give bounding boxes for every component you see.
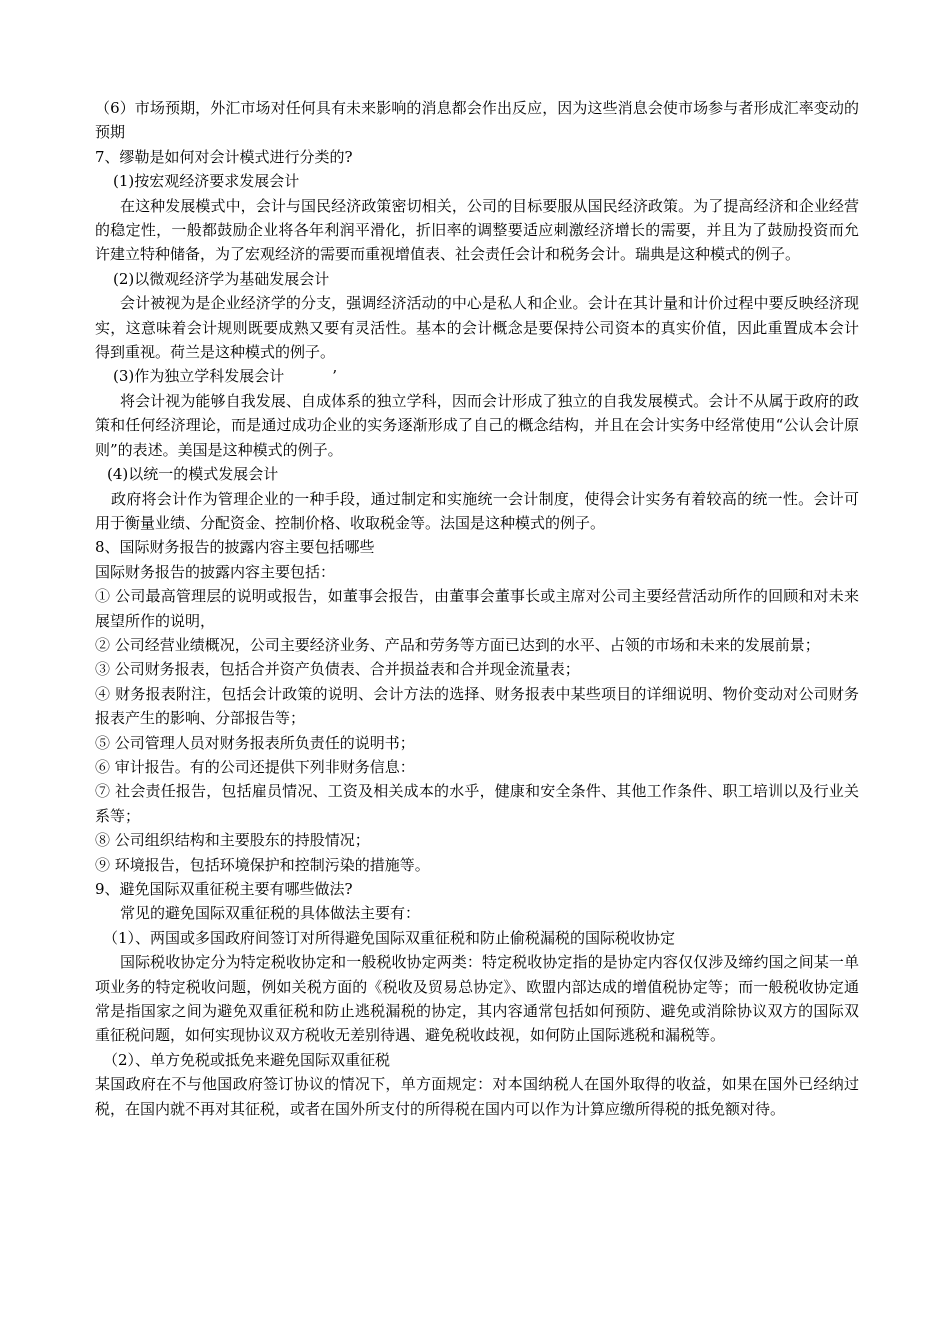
document-page — [95, 96, 859, 1121]
paragraph-market-expectation: （6）市场预期，外汇市场对任何具有未来影响的消息都会作出反应，因为这些消息会使市场参与者形成汇率变动的预期 — [95, 99, 859, 142]
subheading-independent-discipline-text: (3)作为独立学科发展会计 — [113, 367, 285, 386]
list-item: ② 公司经营业绩概况，公司主要经济业务、产品和劳务等方面已达到的水平、占领的市场和未来的发展前景； — [95, 635, 820, 654]
list-item: ⑧ 公司组织结构和主要股东的持股情况； — [95, 831, 370, 850]
list-item: ③ 公司财务报表，包括合并资产负债表、合并损益表和合并现金流量表； — [95, 660, 580, 679]
double-tax-intro: 常见的避免国际双重征税的具体做法主要有： — [120, 904, 421, 923]
list-item: ④ 财务报表附注，包括会计政策的说明、会计方法的选择、财务报表中某些项目的详细说明、物价变动对公司财务报表产生的影响、分部报告等； — [95, 684, 859, 728]
paragraph-tax-treaty: 国际税收协定分为特定税收协定和一般税收协定两类：特定税收协定指的是协定内容仅仅涉及缔约国之间某一单项业务的特定税收问题，例如关税方面的《税收及贸易总协定》、欧盟内部达成的增值税协定等；而一般税收协定通常是指国家之间为避免双重征税和防止逃税漏税的协定，其内容通常包括如何预防、避免或消除协议双方的国际双重征税问题，如何实现协议双方税收无差别待遇、避免税收歧视，如何防止国际逃税和漏税等。 — [95, 953, 859, 1045]
subheading-macro-accounting: (1)按宏观经济要求发展会计 — [113, 172, 300, 191]
question-7-heading: 7、缪勒是如何对会计模式进行分类的? — [95, 147, 353, 166]
question-9-heading: 9、避免国际双重征税主要有哪些做法? — [95, 880, 353, 898]
paragraph-independent-discipline: 将会计视为能够自我发展、自成体系的独立学科，因而会计形成了独立的自我发展模式。会计不从属于政府的政策和任何经济理论，而是通过成功企业的实务逐渐形成了自己的概念结构，并且在会计实务中经常使用“公认会计原则”的表述。美国是这种模式的例子。 — [95, 391, 859, 459]
stray-mark: ’ — [332, 367, 338, 386]
paragraph-micro-accounting: 会计被视为是企业经济学的分支，强调经济活动的中心是私人和企业。会计在其计量和计价过程中要反映经济现实，这意味着会计规则既要成熟又要有灵活性。基本的会计概念是要保持公司资本的真实价值，因此重置成本会计得到重视。荷兰是这种模式的例子。 — [95, 294, 859, 362]
subheading-independent-discipline — [95, 364, 859, 388]
subheading-unilateral-exemption: （2）、单方免税或抵免来避免国际双重征税 — [103, 1050, 391, 1069]
list-item: ⑥ 审计报告。有的公司还提供下列非财务信息： — [95, 757, 415, 776]
subheading-uniform-model: (4)以统一的模式发展会计 — [107, 465, 279, 484]
list-item: ① 公司最高管理层的说明或报告，如董事会报告，由董事会董事长或主席对公司主要经营活动所作的回顾和对未来展望所作的说明， — [95, 587, 859, 630]
subheading-micro-accounting: (2)以微观经济学为基础发展会计 — [113, 269, 330, 288]
list-item: ⑨ 环境报告，包括环境保护和控制污染的措施等。 — [95, 855, 430, 874]
disclosure-intro: 国际财务报告的披露内容主要包括： — [95, 562, 336, 581]
list-item: ⑤ 公司管理人员对财务报表所负责任的说明书； — [95, 733, 415, 752]
paragraph-uniform-model: 政府将会计作为管理企业的一种手段，通过制定和实施统一会计制度，使得会计实务有着较高的统一性。会计可用于衡量业绩、分配资金、控制价格、收取税金等。法国是这种模式的例子。 — [95, 489, 859, 532]
paragraph-macro-accounting: 在这种发展模式中，会计与国民经济政策密切相关，公司的目标要服从国民经济政策。为了提高经济和企业经营的稳定性，一般都鼓励企业将各年利润平滑化，折旧率的调整要适应刺激经济增长的需要，并且为了鼓励投资而允许建立特种储备，为了宏观经济的需要而重视增值表、社会责任会计和税务会计。瑞典是这种模式的例子。 — [95, 196, 859, 264]
question-8-heading: 8、国际财务报告的披露内容主要包括哪些 — [95, 538, 375, 557]
subheading-tax-treaty: （1）、两国或多国政府间签订对所得避免国际双重征税和防止偷税漏税的国际税收协定 — [103, 928, 676, 947]
list-item: ⑦ 社会责任报告，包括雇员情况、工资及相关成本的水乎，健康和安全条件、其他工作条件、职工培训以及行业关系等； — [95, 782, 859, 825]
paragraph-unilateral-exemption: 某国政府在不与他国政府签订协议的情况下，单方面规定：对本国纳税人在国外取得的收益，如果在国外已经纳过税，在国内就不再对其征税，或者在国外所支付的所得税在国内可以作为计算应缴所得税的抵免额对待。 — [95, 1075, 859, 1118]
